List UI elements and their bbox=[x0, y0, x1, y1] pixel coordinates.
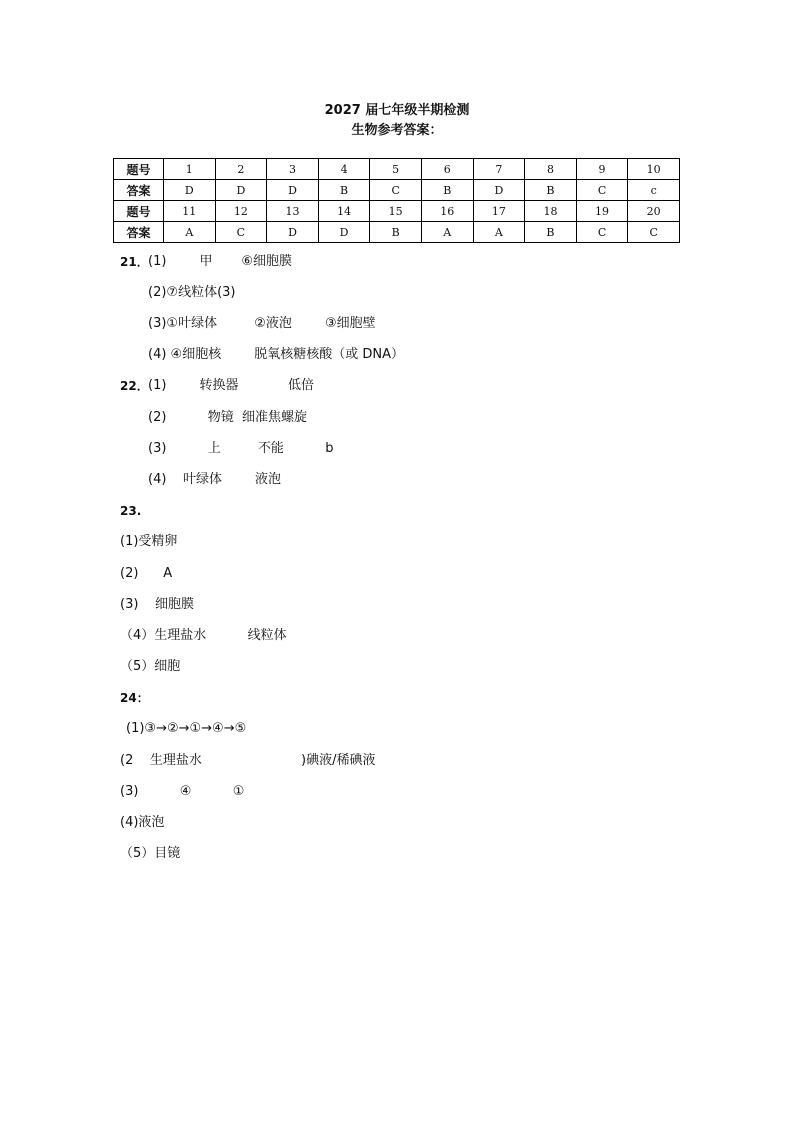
q24-line-3: (3) ④ ① bbox=[120, 784, 245, 799]
table-cell: B bbox=[318, 180, 370, 201]
page-subtitle: 生物参考答案： bbox=[351, 123, 443, 138]
table-cell: 4 bbox=[318, 159, 370, 180]
table-cell: C bbox=[576, 222, 628, 243]
q24-line-5: （5）目镜 bbox=[120, 846, 181, 861]
row-label: 答案 bbox=[114, 222, 164, 243]
table-cell: A bbox=[421, 222, 473, 243]
table-cell: 12 bbox=[215, 201, 267, 222]
table-cell: A bbox=[473, 222, 525, 243]
q24-line-4: (4)液泡 bbox=[120, 815, 165, 830]
table-cell: 10 bbox=[628, 159, 680, 180]
table-row bbox=[114, 159, 680, 180]
table-cell: B bbox=[525, 222, 577, 243]
table-cell: 15 bbox=[370, 201, 422, 222]
q21-line-3: (3)①叶绿体 ②液泡 ③细胞壁 bbox=[148, 316, 376, 331]
q23-line-2: (2) A bbox=[120, 566, 173, 581]
table-cell: C bbox=[215, 222, 267, 243]
q22-line-2: (2) 物镜 细准焦螺旋 bbox=[148, 410, 308, 425]
q21-line-2: (2)⑦线粒体(3) bbox=[148, 285, 236, 300]
q22-line-4: (4) 叶绿体 液泡 bbox=[148, 472, 282, 487]
table-cell: 7 bbox=[473, 159, 525, 180]
q22-line-1: (1) 转换器 低倍 bbox=[148, 378, 315, 393]
table-cell: 8 bbox=[525, 159, 577, 180]
table-cell: C bbox=[576, 180, 628, 201]
table-cell: 5 bbox=[370, 159, 422, 180]
table-row bbox=[114, 201, 680, 222]
table-cell: 14 bbox=[318, 201, 370, 222]
q23-line-4: （4）生理盐水 线粒体 bbox=[120, 628, 287, 643]
table-cell: 20 bbox=[628, 201, 680, 222]
table-cell: 11 bbox=[164, 201, 216, 222]
table-row bbox=[114, 180, 680, 201]
q21-line-1: (1) 甲 ⑥细胞膜 bbox=[148, 254, 293, 269]
table-cell: B bbox=[525, 180, 577, 201]
table-cell: C bbox=[370, 180, 422, 201]
row-label: 题号 bbox=[114, 159, 164, 180]
table-cell: B bbox=[370, 222, 422, 243]
table-cell: D bbox=[473, 180, 525, 201]
q22-number: 22． bbox=[120, 379, 149, 393]
table-cell: 16 bbox=[421, 201, 473, 222]
table-cell: D bbox=[164, 180, 216, 201]
table-cell: 9 bbox=[576, 159, 628, 180]
table-cell: C bbox=[628, 222, 680, 243]
answer-table bbox=[113, 158, 680, 243]
table-cell: c bbox=[628, 180, 680, 201]
q23-line-3: (3) 细胞膜 bbox=[120, 597, 194, 612]
table-cell: 6 bbox=[421, 159, 473, 180]
table-cell: D bbox=[267, 180, 319, 201]
table-cell: A bbox=[164, 222, 216, 243]
q22-line-3: (3) 上 不能 b bbox=[148, 441, 334, 456]
table-cell: 18 bbox=[525, 201, 577, 222]
q21-line-4: (4) ④细胞核 脱氧核糖核酸（或 DNA） bbox=[148, 347, 405, 362]
q24-number: 24： bbox=[120, 691, 149, 705]
row-label: 题号 bbox=[114, 201, 164, 222]
q24-line-1: (1)③→②→①→④→⑤ bbox=[126, 721, 247, 736]
table-cell: D bbox=[215, 180, 267, 201]
page-title: 2027 届七年级半期检测 bbox=[324, 103, 470, 118]
q23-line-1: (1)受精卵 bbox=[120, 534, 178, 549]
q23-line-5: （5）细胞 bbox=[120, 659, 181, 674]
table-cell: 3 bbox=[267, 159, 319, 180]
table-cell: 19 bbox=[576, 201, 628, 222]
table-row bbox=[114, 222, 680, 243]
q23-number: 23. bbox=[120, 504, 142, 518]
row-label: 答案 bbox=[114, 180, 164, 201]
table-cell: B bbox=[421, 180, 473, 201]
table-cell: 1 bbox=[164, 159, 216, 180]
table-cell: D bbox=[267, 222, 319, 243]
q21-number: 21． bbox=[120, 255, 149, 269]
table-cell: 13 bbox=[267, 201, 319, 222]
table-cell: D bbox=[318, 222, 370, 243]
table-cell: 17 bbox=[473, 201, 525, 222]
q24-line-2: (2 生理盐水 )碘液/稀碘液 bbox=[120, 753, 376, 768]
table-cell: 2 bbox=[215, 159, 267, 180]
